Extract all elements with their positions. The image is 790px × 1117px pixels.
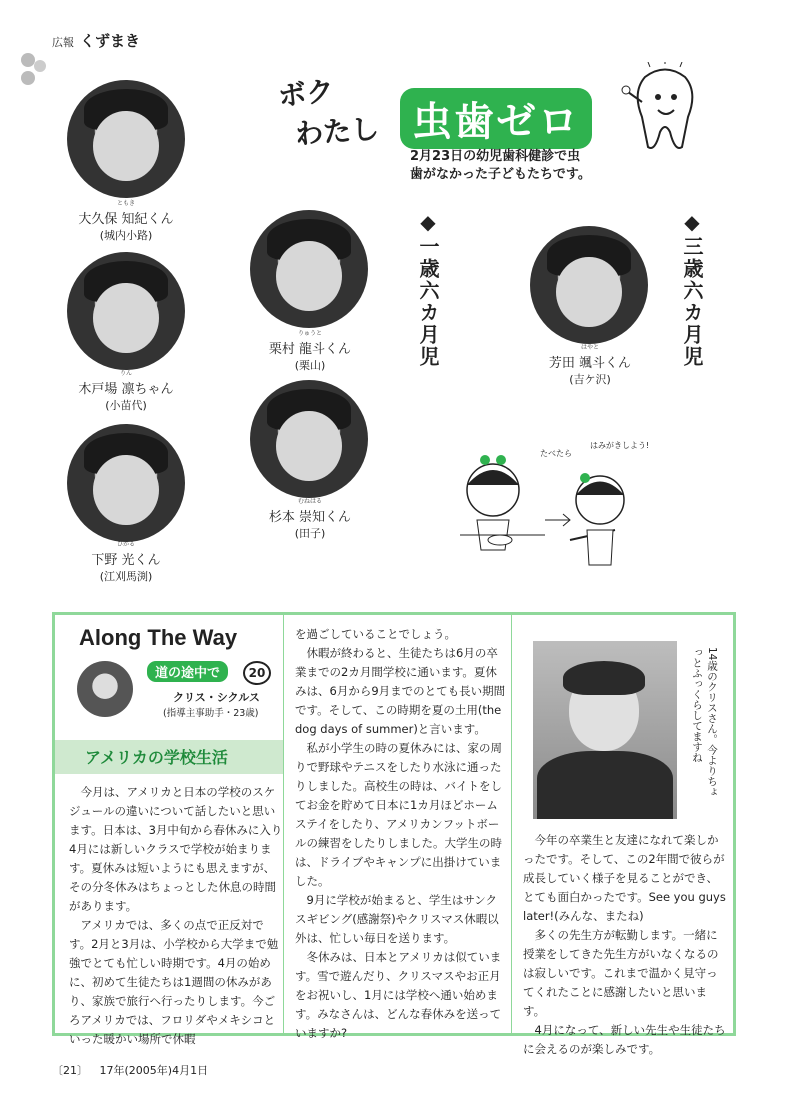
- column-text-2: を過ごしていることでしょう。 休暇が終わると、生徒たちは6月の卒業までの2カ月間学校に通います。夏休みは、6月から9月までのとても長い期間です。そして、この時期を夏の土用(the dog days of summer)と言います。 私が小学生の時の夏休みには、家の周りで野球やテニスをしたり水泳に通ったりしました。高校生の時は、バイトをしてお金を貯めて日本に1カ月ほどホームステイをしたり、アメリカンフットボールの練習をしたりしました。大学生の時は、ドライブやキャンプに出掛けていました。 9月に学校が始まると、学生はサンクスギビング(感謝祭)やクリスマス休暇以外は、忙しい毎日を送ります。 冬休みは、日本とアメリカは似ています。雪で遊んだり、クリスマスやお正月をお祝いし、1月には学校へ通い始めます。みなさんは、どんな春休みを送っていますか?: [295, 627, 506, 1040]
- child-photo-6: [530, 226, 648, 344]
- header-label: 広報: [52, 36, 74, 49]
- child-photo-1: [67, 80, 185, 198]
- issue-date: 17年(2005年)4月1日: [99, 1064, 209, 1077]
- child-photo-3: [67, 424, 185, 542]
- age-label-one-year: ◆一歳六カ月児: [416, 210, 440, 368]
- page-header: [52, 30, 140, 51]
- child-photo-4: [250, 210, 368, 328]
- page-footer: [52, 1062, 208, 1078]
- child-name-5: むねはる 杉本 崇知くん (田子): [268, 498, 352, 540]
- section-title: アメリカの学校生活: [85, 748, 228, 767]
- child-name-4: りゅうと 栗村 龍斗くん (栗山): [268, 330, 352, 372]
- child-photo-5: [250, 380, 368, 498]
- column-text-3: 今年の卒業生と友達になれて楽しかったです。そして、この2年間で彼らが成長していく様子を見ることができ、とても面白かったです。See you guys later!(みんな、またね) 多くの先生方が転勤します。一緒に授業をしてきた先生方がいなくなるのは寂しいです。これまで温かく見守ってくれたことに感謝したいと思います。 4月になって、新しい先生や生徒たちに会えるのが楽しみです。: [523, 833, 726, 1056]
- toothbrushing-illustration: [455, 440, 655, 570]
- author-name: クリス・シクルス: [173, 691, 260, 704]
- page-number: 〔21〕: [52, 1064, 88, 1077]
- column-subtitle: 道の途中で: [147, 661, 228, 682]
- banner-line2: わたし: [294, 112, 381, 151]
- column-text-1: 今月は、アメリカと日本の学校のスケジュールの違いについて話したいと思います。日本は、3月中旬から春休みに入り4月には新しいクラスで学校が始まります。夏休みは短いようにも思えますが、その分冬休みはちょっとした休息の時間があります。 アメリカでは、多くの点で正反対です。2月と3月は、小学校から大学まで勉強でとても忙しい時期です。4月の始めに、初めて生徒たちは1週間の休みがあり、家族で旅行へ行ったりします。今ごろアメリカでは、フロリダやメキシコといった暖かい場所で休暇: [69, 785, 283, 1046]
- column-divider-1: [283, 615, 284, 1033]
- illustration-caption-left: たべたら: [540, 449, 572, 458]
- age-label-three-year: ◆三歳六カ月児: [680, 210, 704, 368]
- author-avatar: [77, 661, 133, 717]
- illustration-caption-right: はみがきしよう!: [590, 441, 650, 450]
- child-name-3: ひかる 下野 光くん (江刈馬渕): [91, 541, 161, 583]
- banner-line1: ボク: [276, 74, 336, 113]
- child-name-1: ともき 大久保 知紀くん (城内小路): [78, 200, 174, 242]
- column-title: Along The Way: [79, 625, 238, 650]
- child-name-6: はやと 芳田 颯斗くん (吉ケ沢): [548, 344, 632, 386]
- banner-main-title: 虫歯ゼロ: [400, 88, 592, 149]
- tooth-mascot-icon: [620, 62, 710, 157]
- chris-photo: [533, 641, 677, 819]
- child-name-2: りん 木戸場 凛ちゃん (小苗代): [78, 370, 174, 412]
- header-title: くずまき: [80, 32, 141, 50]
- chris-photo-caption: 14歳のクリスさん。今よりちょっとふっくらしてますね: [691, 647, 718, 797]
- column-box: [52, 612, 736, 1056]
- flower-decoration-icon: [14, 40, 54, 120]
- banner-subtitle: 2月23日の幼児歯科健診で虫 歯がなかった子どもたちです。: [410, 149, 591, 182]
- column-number: 20: [243, 661, 271, 685]
- author-role: (指導主事助手・23歳): [163, 708, 259, 719]
- child-photo-2: [67, 252, 185, 370]
- column-divider-2: [511, 615, 512, 1033]
